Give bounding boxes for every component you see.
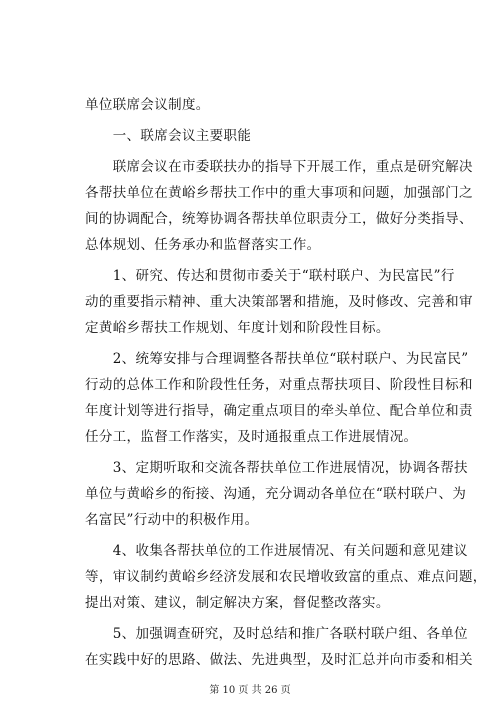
text-line: 提出对策、建议，制定解决方案，督促整改落实。 [85,595,390,611]
text-line: 定黄峪乡帮扶工作规划、年度计划和阶段性目标。 [85,320,390,336]
text-line: 在实践中好的思路、做法、先进典型，及时汇总并向市委和相关 [85,652,473,668]
page-number-footer: 第 10 页 共 26 页 [209,685,291,696]
text-line: 间的协调配合，统筹协调各帮扶单位职责分工，做好分类指导、 [85,211,473,227]
text-line: 单位与黄峪乡的衔接、沟通，充分调动各单位在“联村联户、为 [85,486,467,502]
section-heading: 一、联席会议主要职能 [85,128,252,144]
text-line: 1、研究、传达和贯彻市委关于“联村联户、为民富民”行 [85,268,455,284]
text-line: 4、收集各帮扶单位的工作进展情况、有关问题和意见建议 [85,543,468,559]
text-line: 动的重要指示精神、重大决策部署和措施，及时修改、完善和审 [85,294,473,310]
text-line: 联席会议在市委联扶办的指导下开展工作，重点是研究解决 [85,159,473,175]
text-line: 总体规划、任务承办和监督落实工作。 [85,237,321,253]
text-line: 3、定期听取和交流各帮扶单位工作进展情况，协调各帮扶 [85,460,468,476]
text-line: 年度计划等进行指导，确定重点项目的牵头单位、配合单位和责 [85,403,473,419]
text-line: 任分工，监督工作落实，及时通报重点工作进展情况。 [85,429,418,445]
text-line: 单位联席会议制度。 [85,97,210,113]
document-body [85,92,487,673]
text-line: 各帮扶单位在黄峪乡帮扶工作中的重大事项和问题，加强部门之 [85,185,473,201]
text-line: 等，审议制约黄峪乡经济发展和农民增收致富的重点、难点问题， [85,569,487,585]
text-line: 名富民”行动中的积极作用。 [85,512,259,528]
text-line: 2、统筹安排与合理调整各帮扶单位“联村联户、为民富民” [85,351,469,367]
text-line: 5、加强调查研究，及时总结和推广各联村联户组、各单位 [85,626,468,642]
text-line: 行动的总体工作和阶段性任务，对重点帮扶项目、阶段性目标和 [85,377,473,393]
